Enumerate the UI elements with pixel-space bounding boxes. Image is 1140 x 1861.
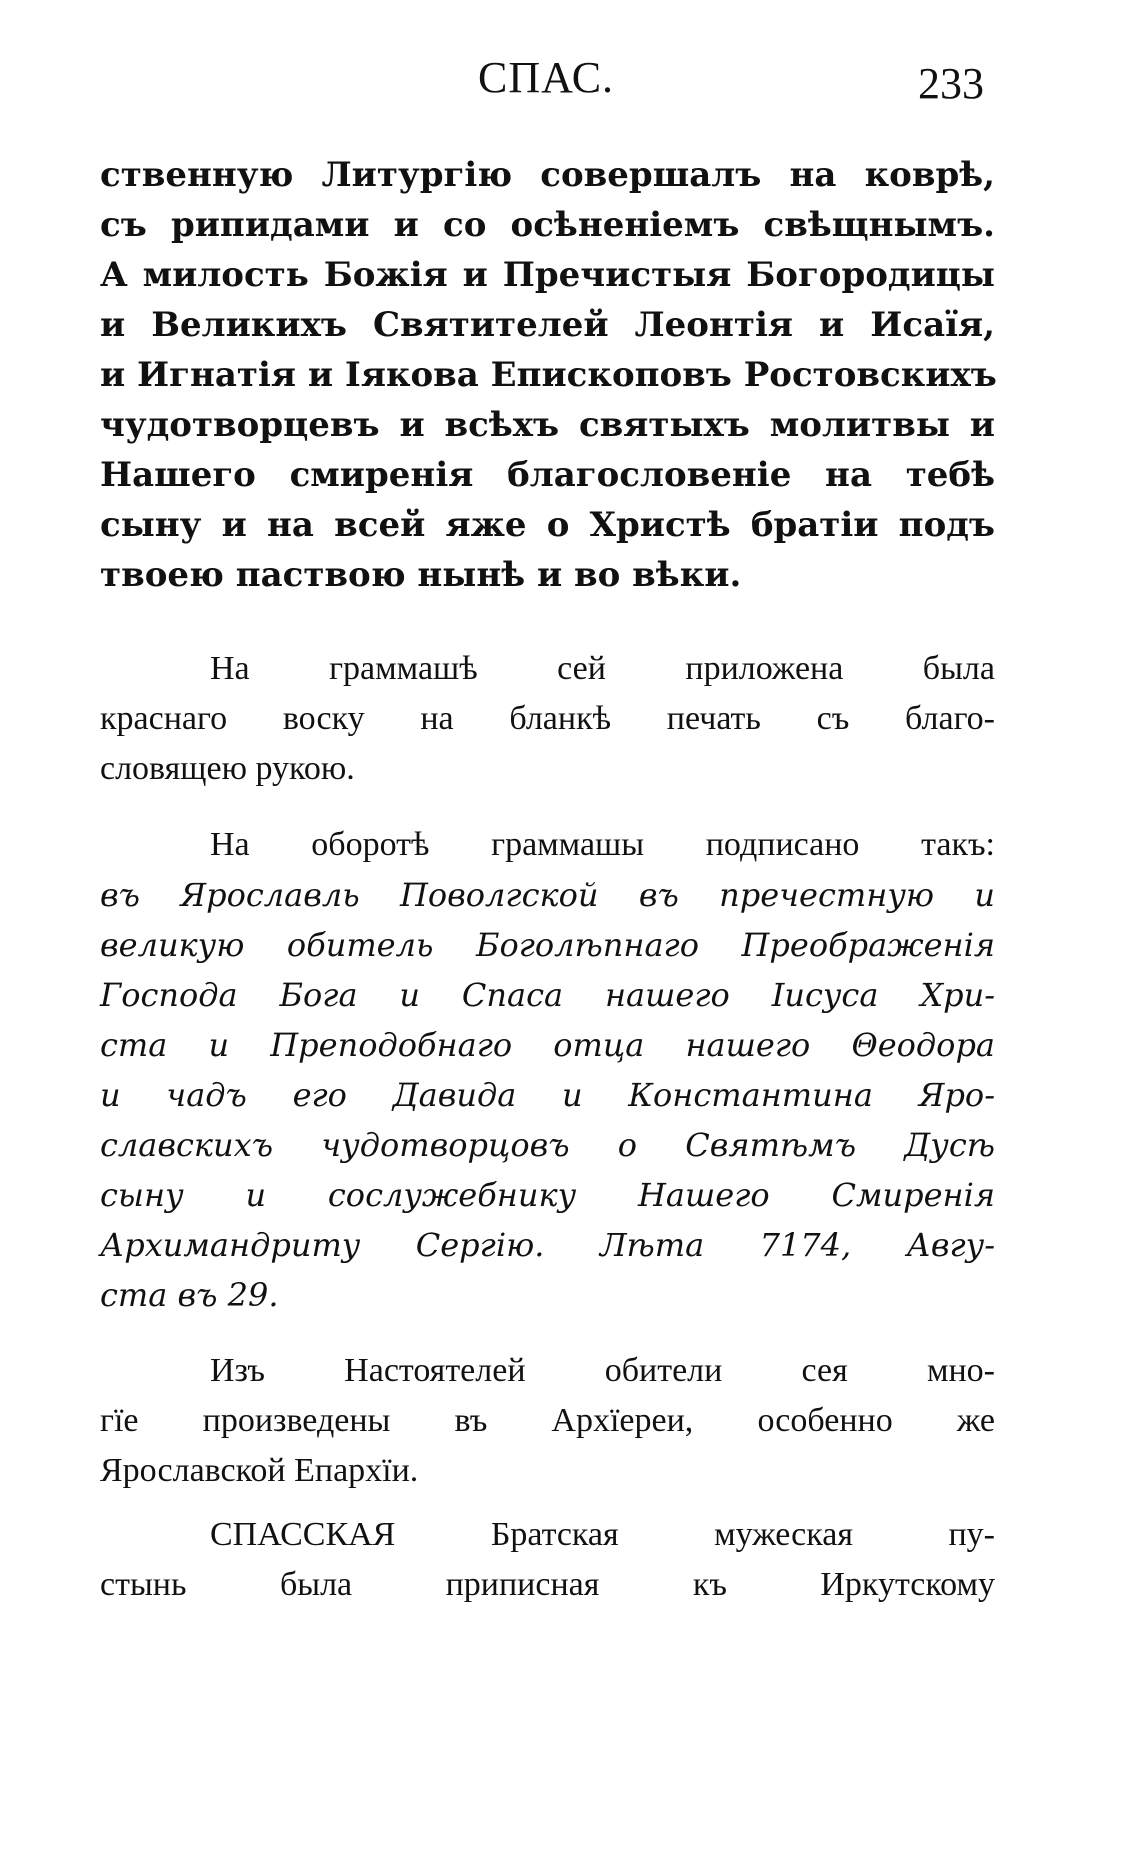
text-line: Изъ Настоятелей обители сея мно- [210,1352,995,1389]
text-line: ста въ 29. [100,1276,279,1314]
paragraph-spasskaya [100,1510,995,1610]
text-line: словящею рукою. [100,750,355,787]
text-line: и Игнатія и Іякова Епископовъ Ростовскихъ [100,355,997,395]
text-line: и Великихъ Святителей Леонтія и Исаїя, [100,305,995,345]
running-head [0,52,1140,112]
text-line: ственную Литургію совершалъ на коврѣ, [100,155,995,195]
text-line: Нашего смиренія благословеніе на тебѣ [100,455,995,495]
text-line: На оборотѣ граммашы подписано такъ: [210,826,995,863]
text-line: На граммашѣ сей приложена была [210,650,995,687]
text-line: съ рипидами и со осѣненіемъ свѣщнымъ. [100,205,995,245]
paragraph-reverse-inscription [100,820,995,870]
text-line: сыну и на всей яже о Христѣ братіи подъ [100,505,995,545]
text-line: краснаго воску на бланкѣ печать съ благо- [100,700,995,737]
text-line: А милость Божія и Пречистыя Богородицы [100,255,995,295]
body-text [100,150,995,1610]
text-line: славскихъ чудотворцовъ о Святѣмъ Дусѣ [100,1126,995,1164]
text-line: и чадъ его Давида и Константина Яро- [100,1076,995,1114]
paragraph-abbots [100,1346,995,1496]
running-title: СПАС. [478,53,615,102]
text-line: великую обитель Боголѣпнаго Преображенія [100,926,995,964]
text-line: Ярославской Епархїи. [100,1452,419,1489]
paragraph-seal [100,644,995,794]
paragraph-liturgy [100,150,995,600]
page-number: 233 [918,59,984,108]
text-line: Господа Бога и Спаса нашего Іисуса Хри- [100,976,995,1014]
text-line: Архимандриту Сергію. Лѣта 7174, Авгу- [100,1226,995,1264]
text-line: твоею паствою нынѣ и во вѣки. [100,555,742,595]
paragraph-inscription-italic [100,870,995,1320]
text-line: чудотворцевъ и всѣхъ святыхъ молитвы и [100,405,995,445]
text-line: СПАССКАЯ Братская мужеская пу- [210,1516,995,1553]
text-line: ста и Преподобнаго отца нашего Θеодора [100,1026,995,1064]
text-line: гїе произведены въ Архїереи, особенно же [100,1402,995,1439]
text-line: сыну и сослужебнику Нашего Смиренія [100,1176,995,1214]
text-line: въ Ярославль Поволгской въ пречестную и [100,876,995,914]
text-line: стынь была приписная къ Иркутскому [100,1566,995,1603]
